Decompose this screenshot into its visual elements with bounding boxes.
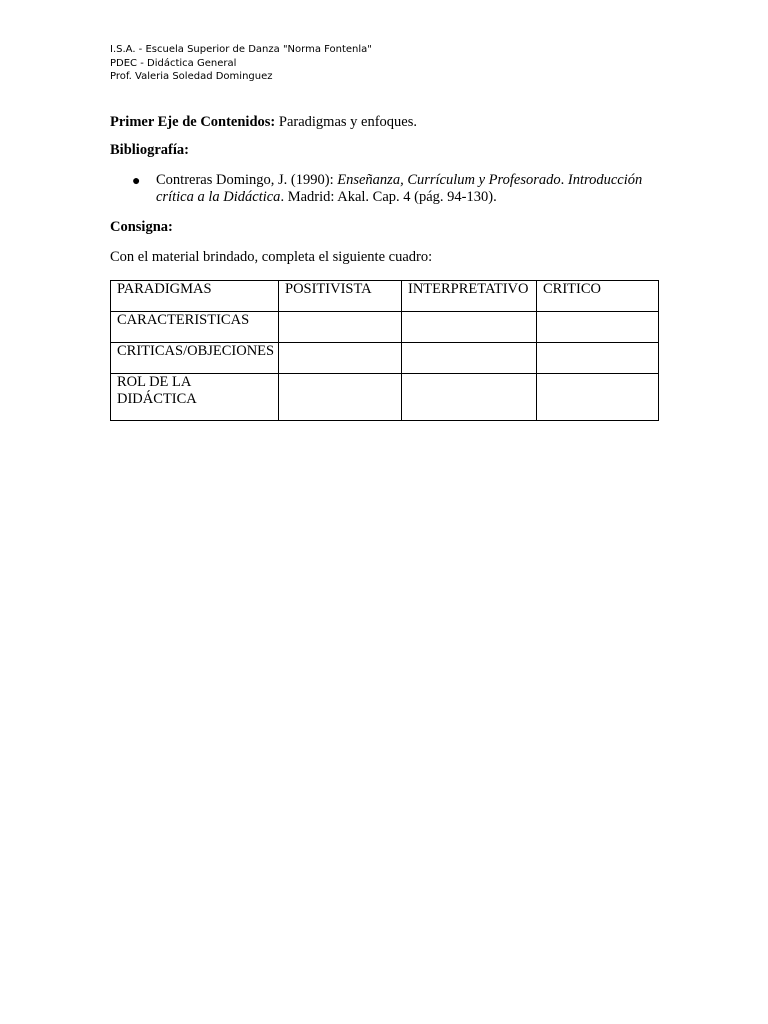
- header-course: PDEC - Didáctica General: [110, 57, 237, 69]
- table-header-cell: INTERPRETATIVO: [402, 281, 537, 312]
- bullet-icon: ●: [132, 174, 141, 189]
- table-header-cell: CRITICO: [537, 281, 659, 312]
- table-row-label: CRITICAS/OBJECIONES: [111, 343, 279, 374]
- table-row: [111, 343, 659, 374]
- bibliografia-item: [156, 172, 658, 206]
- table-cell: [537, 312, 659, 343]
- table-cell: [279, 343, 402, 374]
- table-cell: [402, 343, 537, 374]
- paradigmas-table: [110, 280, 659, 421]
- biblio-title-main: Enseñanza, Currículum y Profesorado: [337, 172, 561, 188]
- consigna-heading: [110, 219, 658, 236]
- table-cell: [537, 343, 659, 374]
- table-row-label: CARACTERISTICAS: [111, 312, 279, 343]
- header-institution: I.S.A. - Escuela Superior de Danza "Norma Fontenla": [110, 44, 372, 55]
- table-header-cell: POSITIVISTA: [279, 281, 402, 312]
- eje-text: Paradigmas y enfoques.: [275, 114, 417, 130]
- header-professor: Prof. Valeria Soledad Dominguez: [110, 71, 273, 82]
- bibliografia-label: Bibliografía:: [110, 142, 189, 158]
- table-cell: [402, 312, 537, 343]
- table-header-row: [111, 281, 659, 312]
- biblio-title-sub: Introducción crítica a la Didáctica: [156, 172, 643, 205]
- document-body: [110, 114, 658, 421]
- consigna-label: Consigna:: [110, 219, 173, 235]
- eje-label: Primer Eje de Contenidos:: [110, 114, 276, 130]
- table-header-cell: PARADIGMAS: [111, 281, 279, 312]
- document-header: [110, 43, 372, 84]
- table-row-label: ROL DE LA DIDÁCTICA: [111, 374, 279, 421]
- table-row: [111, 374, 659, 421]
- bibliografia-heading: [110, 142, 658, 159]
- biblio-publisher: . Madrid: Akal. Cap. 4 (pág. 94-130).: [280, 189, 497, 205]
- table-cell: [537, 374, 659, 421]
- table-row: [111, 312, 659, 343]
- table-cell: [402, 374, 537, 421]
- consigna-instruction: Con el material brindado, completa el siguiente cuadro:: [110, 249, 433, 265]
- eje-paragraph: [110, 114, 658, 131]
- bibliografia-list: [110, 172, 658, 206]
- biblio-separator: .: [560, 172, 568, 188]
- biblio-author: Contreras Domingo, J. (1990):: [156, 172, 338, 188]
- table-cell: [279, 312, 402, 343]
- table-cell: [279, 374, 402, 421]
